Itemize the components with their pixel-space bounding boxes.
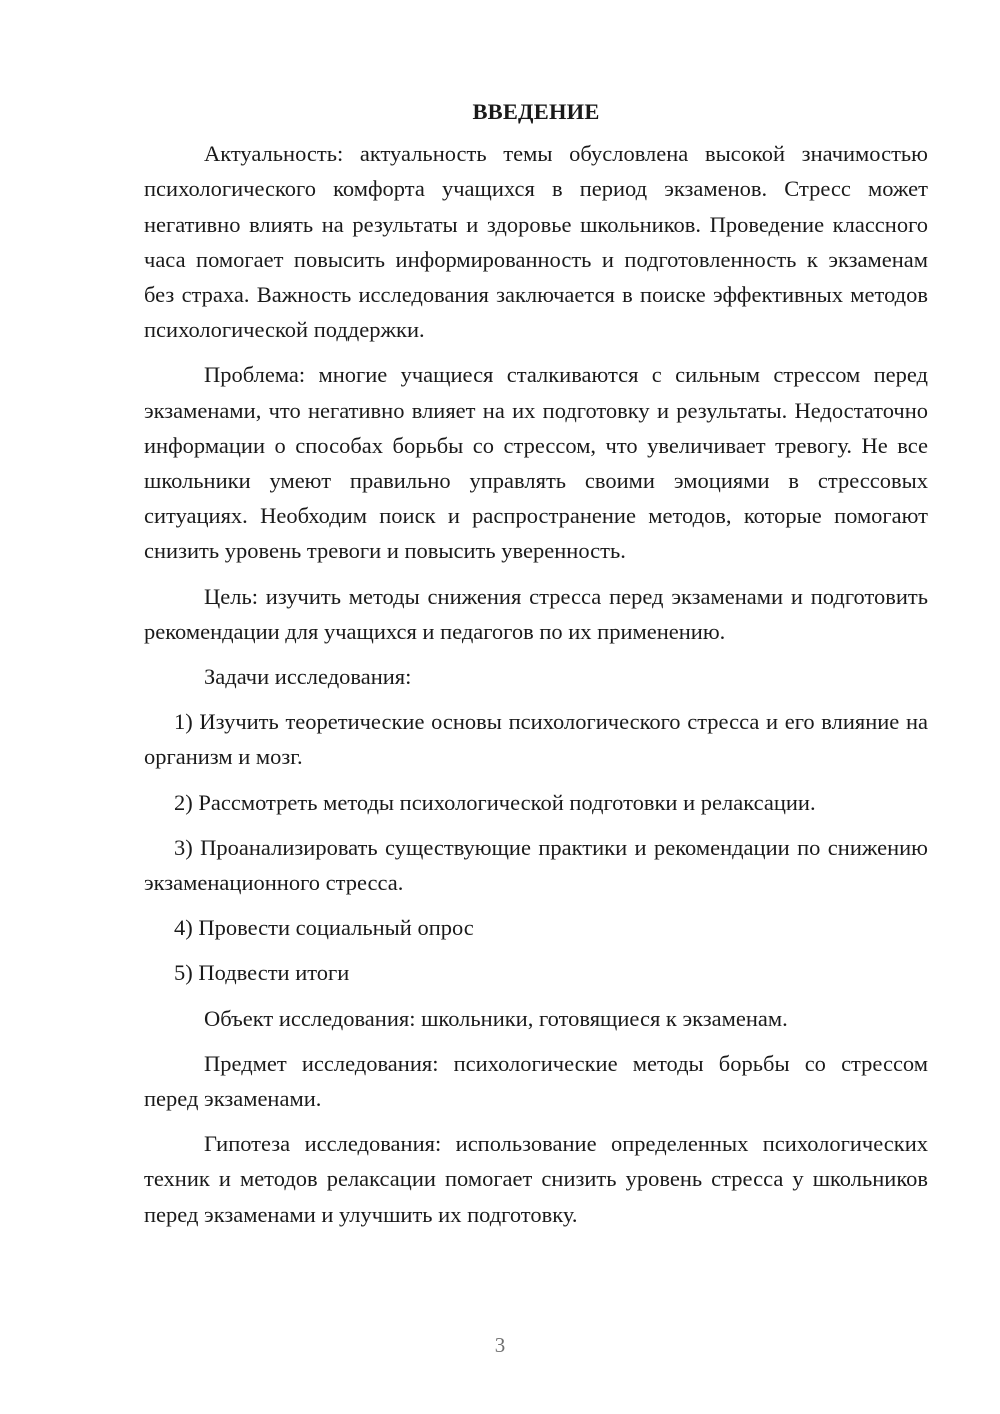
task-item-5: 5) Подвести итоги bbox=[174, 960, 350, 986]
paragraph-relevance: Актуальность: актуальность темы обусловлена высокой значимостью психологического комфорта учащихся в период экзаменов. Стресс может негативно влиять на результаты и здоровье школьников. Проведение классного часа помогает повысить информированность и подготовленность к экзаменам без страха. Важность исследования заключается в поиске эффективных методов психологической поддержки. bbox=[144, 141, 928, 343]
paragraph-goal: Цель: изучить методы снижения стресса перед экзаменами и подготовить рекомендации для учащихся и педагогов по их применению. bbox=[144, 583, 928, 644]
page-number: 3 bbox=[494, 1333, 506, 1357]
paragraph-object: Объект исследования: школьники, готовящиеся к экзаменам. bbox=[204, 1005, 788, 1031]
section-title: ВВЕДЕНИЕ bbox=[472, 99, 600, 124]
task-item-2: 2) Рассмотреть методы психологической подготовки и релаксации. bbox=[174, 789, 816, 815]
task-item-4: 4) Провести социальный опрос bbox=[174, 915, 474, 941]
paragraph-tasks-heading: Задачи исследования: bbox=[204, 664, 412, 690]
paragraph-hypothesis: Гипотеза исследования: использование определенных психологических техник и методов релаксации помогает снизить уровень стресса у школьников перед экзаменами и улучшить их подготовку. bbox=[144, 1131, 928, 1227]
task-item-3: 3) Проанализировать существующие практики и рекомендации по снижению экзаменационного стресса. bbox=[144, 834, 928, 896]
paragraph-problem: Проблема: многие учащиеся сталкиваются с сильным стрессом перед экзаменами, что негативно влияет на их подготовку и результаты. Недостаточно информации о способах борьбы со стрессом, что увеличивает тревогу. Не все школьники умеют правильно управлять своими эмоциями в стрессовых ситуациях. Необходим поиск и распространение методов, которые помогают снизить уровень тревоги и повысить уверенность. bbox=[144, 362, 928, 564]
paragraph-subject: Предмет исследования: психологические методы борьбы со стрессом перед экзаменами. bbox=[144, 1050, 928, 1112]
page-content bbox=[144, 94, 928, 1242]
task-item-1: 1) Изучить теоретические основы психологического стресса и его влияние на организм и мозг. bbox=[144, 709, 928, 770]
